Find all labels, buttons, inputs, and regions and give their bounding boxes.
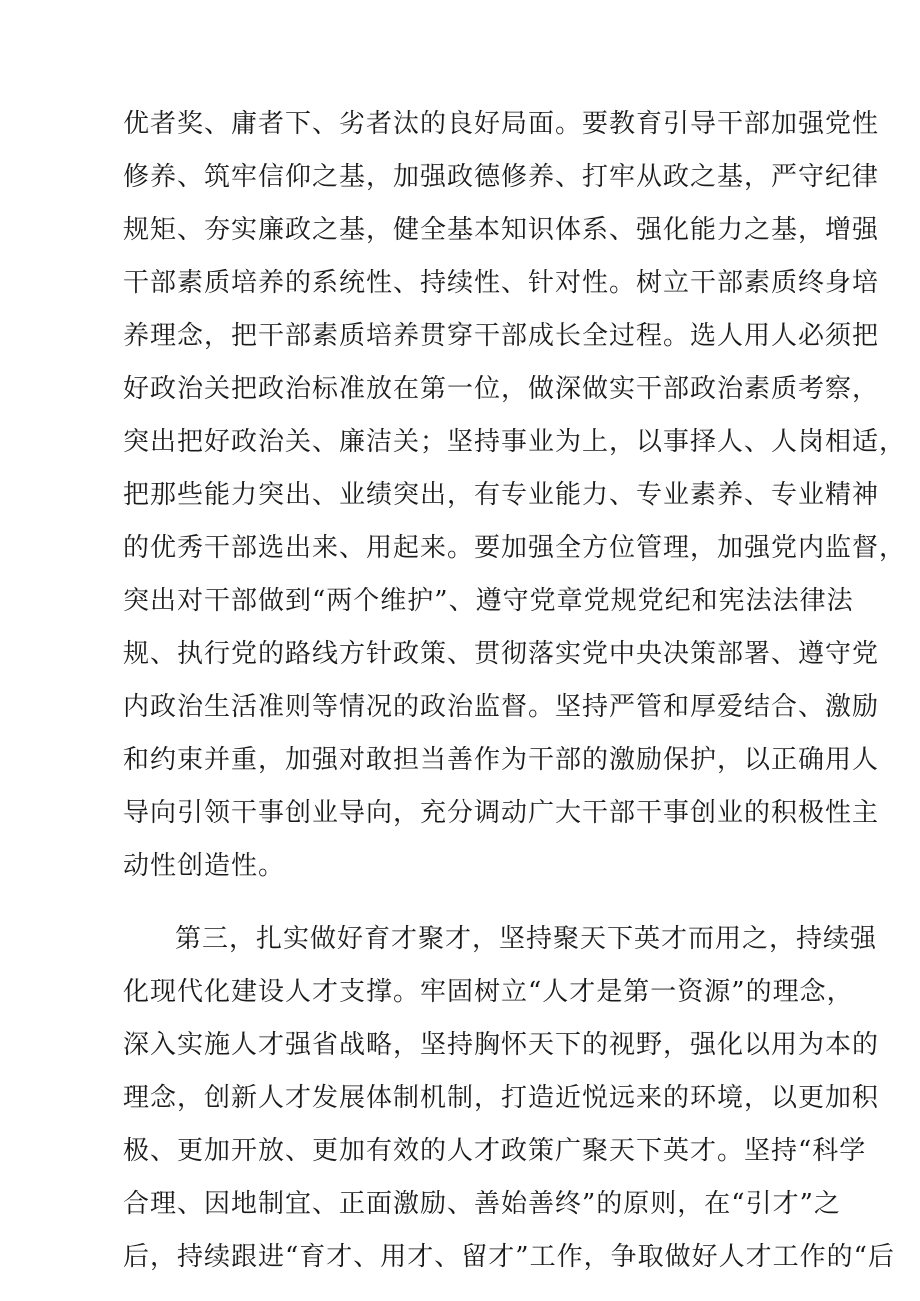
paragraph-line: 和约束并重，加强对敢担当善作为干部的激励保护，以正确用人	[123, 745, 880, 775]
paragraph-line: 把那些能力突出、业绩突出，有专业能力、专业素养、专业精神	[123, 480, 880, 510]
paragraph-line: 深入实施人才强省战略，坚持胸怀天下的视野，强化以用为本的	[123, 1030, 880, 1060]
paragraph-line: 突出把好政治关、廉洁关；坚持事业为上，以事择人、人岗相适，	[123, 427, 907, 457]
paragraph-line: 化现代化建设人才支撑。牢固树立“人才是第一资源”的理念，	[123, 977, 854, 1007]
paragraph-line: 合理、因地制宜、正面激励、善始善终”的原则，在“引才”之	[123, 1189, 841, 1219]
paragraph-line: 规、执行党的路线方针政策、贯彻落实党中央决策部署、遵守党	[123, 639, 880, 669]
paragraph-line: 修养、筑牢信仰之基，加强政德修养、打牢从政之基，严守纪律	[123, 162, 880, 192]
document-body	[123, 98, 907, 1284]
paragraph-line: 理念，创新人才发展体制机制，打造近悦远来的环境，以更加积	[123, 1083, 880, 1113]
paragraph-line: 导向引领干事创业导向，充分调动广大干部干事创业的积极性主	[123, 798, 880, 828]
paragraph-line: 极、更加开放、更加有效的人才政策广聚天下英才。坚持“科学	[123, 1136, 867, 1166]
paragraph-line: 的优秀干部选出来、用起来。要加强全方位管理，加强党内监督，	[123, 533, 907, 563]
paragraph-line: 干部素质培养的系统性、持续性、针对性。树立干部素质终身培	[123, 268, 880, 298]
paragraph-1	[123, 98, 907, 893]
paragraph-line: 后，持续跟进“育才、用才、留才”工作，争取做好人才工作的“后	[123, 1242, 895, 1272]
paragraph-line: 第三，扎实做好育才聚才，坚持聚天下英才而用之，持续强	[175, 924, 878, 954]
paragraph-line: 内政治生活准则等情况的政治监督。坚持严管和厚爱结合、激励	[123, 692, 880, 722]
paragraph-line: 突出对干部做到“两个维护”、遵守党章党规党纪和宪法法律法	[123, 586, 854, 616]
paragraph-spacer	[123, 893, 803, 913]
paragraph-line: 规矩、夯实廉政之基，健全基本知识体系、强化能力之基，增强	[123, 215, 880, 245]
paragraph-line: 好政治关把政治标准放在第一位，做深做实干部政治素质考察，	[123, 374, 880, 404]
paragraph-2	[123, 913, 895, 1284]
paragraph-line: 养理念，把干部素质培养贯穿干部成长全过程。选人用人必须把	[123, 321, 880, 351]
paragraph-line: 优者奖、庸者下、劣者汰的良好局面。要教育引导干部加强党性	[123, 109, 880, 139]
paragraph-line: 动性创造性。	[123, 851, 286, 881]
